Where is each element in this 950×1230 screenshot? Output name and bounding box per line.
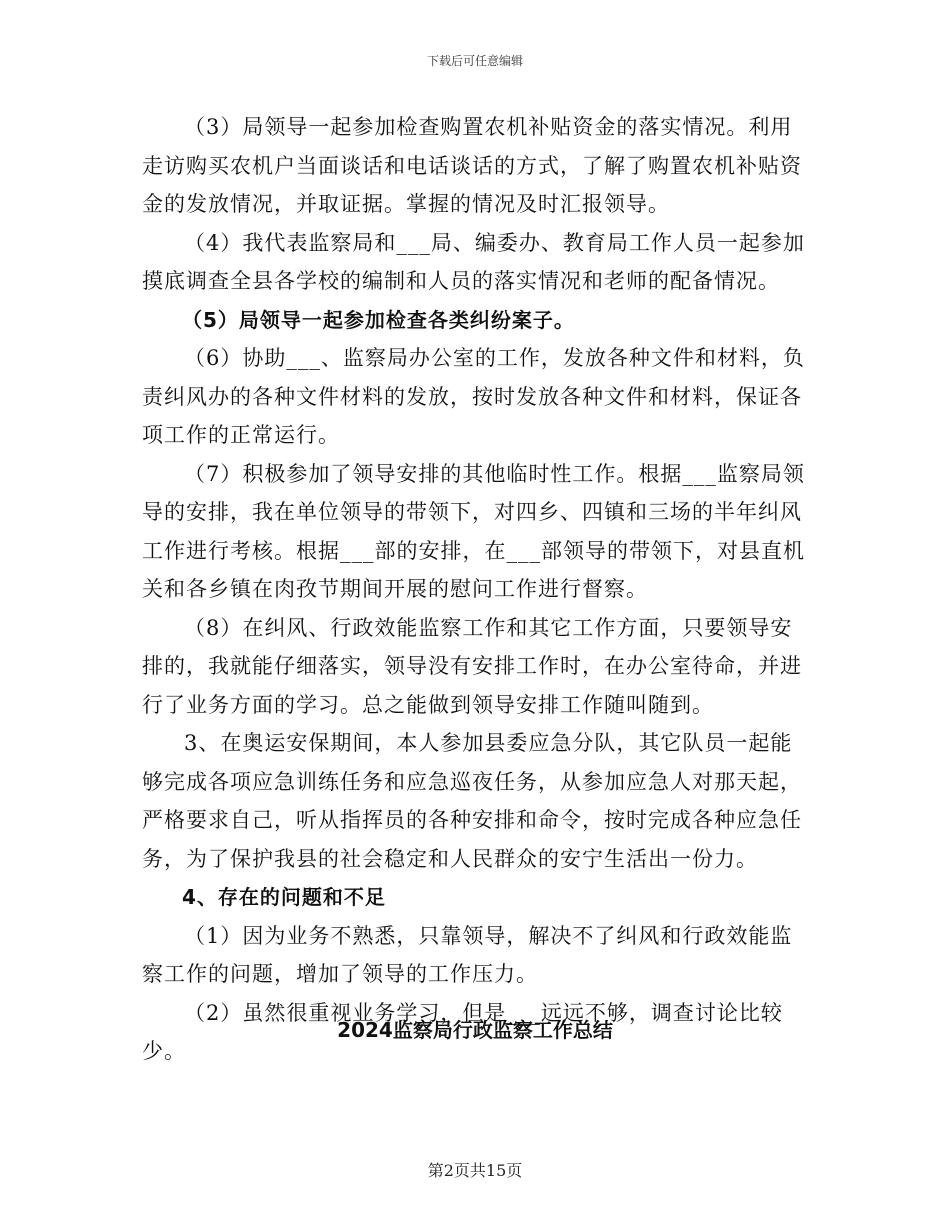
paragraph-item-7: （7）积极参加了领导安排的其他临时性工作。根据___监察局领导的安排，我在单位领导的带领下，对四乡、四镇和三场的半年纠风工作进行考核。根据___部的安排，在___部领导的带领下，对县直机关和各乡镇在肉孜节期间开展的慰问工作进行督察。 [142, 461, 805, 601]
paragraph-item-4: （4）我代表监察局和___局、编委办、教育局工作人员一起参加摸底调查全县各学校的编制和人员的落实情况和老师的配备情况。 [142, 230, 805, 293]
paragraph-problem-1: （1）因为业务不熟悉，只靠领导，解决不了纠风和行政效能监察工作的问题，增加了领导的工作压力。 [142, 923, 793, 986]
paragraph-section-4-heading: 4、存在的问题和不足 [182, 885, 386, 909]
paragraph-item-5: （5）局领导一起参加检查各类纠纷案子。 [182, 307, 575, 332]
paragraph-item-3: （3）局领导一起参加检查购置农机补贴资金的落实情况。利用走访购买农机户当面谈话和电话谈话的方式，了解了购置农机补贴资金的发放情况，并取证据。掌握的情况及时汇报领导。 [142, 115, 802, 216]
paragraph-item-6: （6）协助___、监察局办公室的工作，发放各种文件和材料，负责纠风办的各种文件材料的发放，按时发放各种文件和材料，保证各项工作的正常运行。 [142, 346, 805, 447]
document-body [142, 108, 810, 1071]
page-header-note: 下载后可任意编辑 [426, 54, 523, 68]
page-number-footer: 第2页共15页 [427, 1161, 523, 1180]
paragraph-problem-2: （2）虽然很重视业务学习，但是___远远不够，调查讨论比较少。 [142, 1000, 783, 1063]
paragraph-item-8: （8）在纠风、行政效能监察工作和其它工作方面，只要领导安排的，我就能仔细落实，领导没有安排工作时，在办公室待命，并进行了业务方面的学习。总之能做到领导安排工作随叫随到。 [142, 615, 802, 717]
section-title: 2024监察局行政监察工作总结 [337, 1018, 613, 1042]
paragraph-section-3: 3、在奥运安保期间，本人参加县委应急分队，其它队员一起能够完成各项应急训练任务和应急巡夜任务，从参加应急人对那天起，严格要求自己，听从指挥员的各种安排和命令，按时完成各种应急任务，为了保护我县的社会稳定和人民群众的安宁生活出一份力。 [142, 731, 802, 871]
